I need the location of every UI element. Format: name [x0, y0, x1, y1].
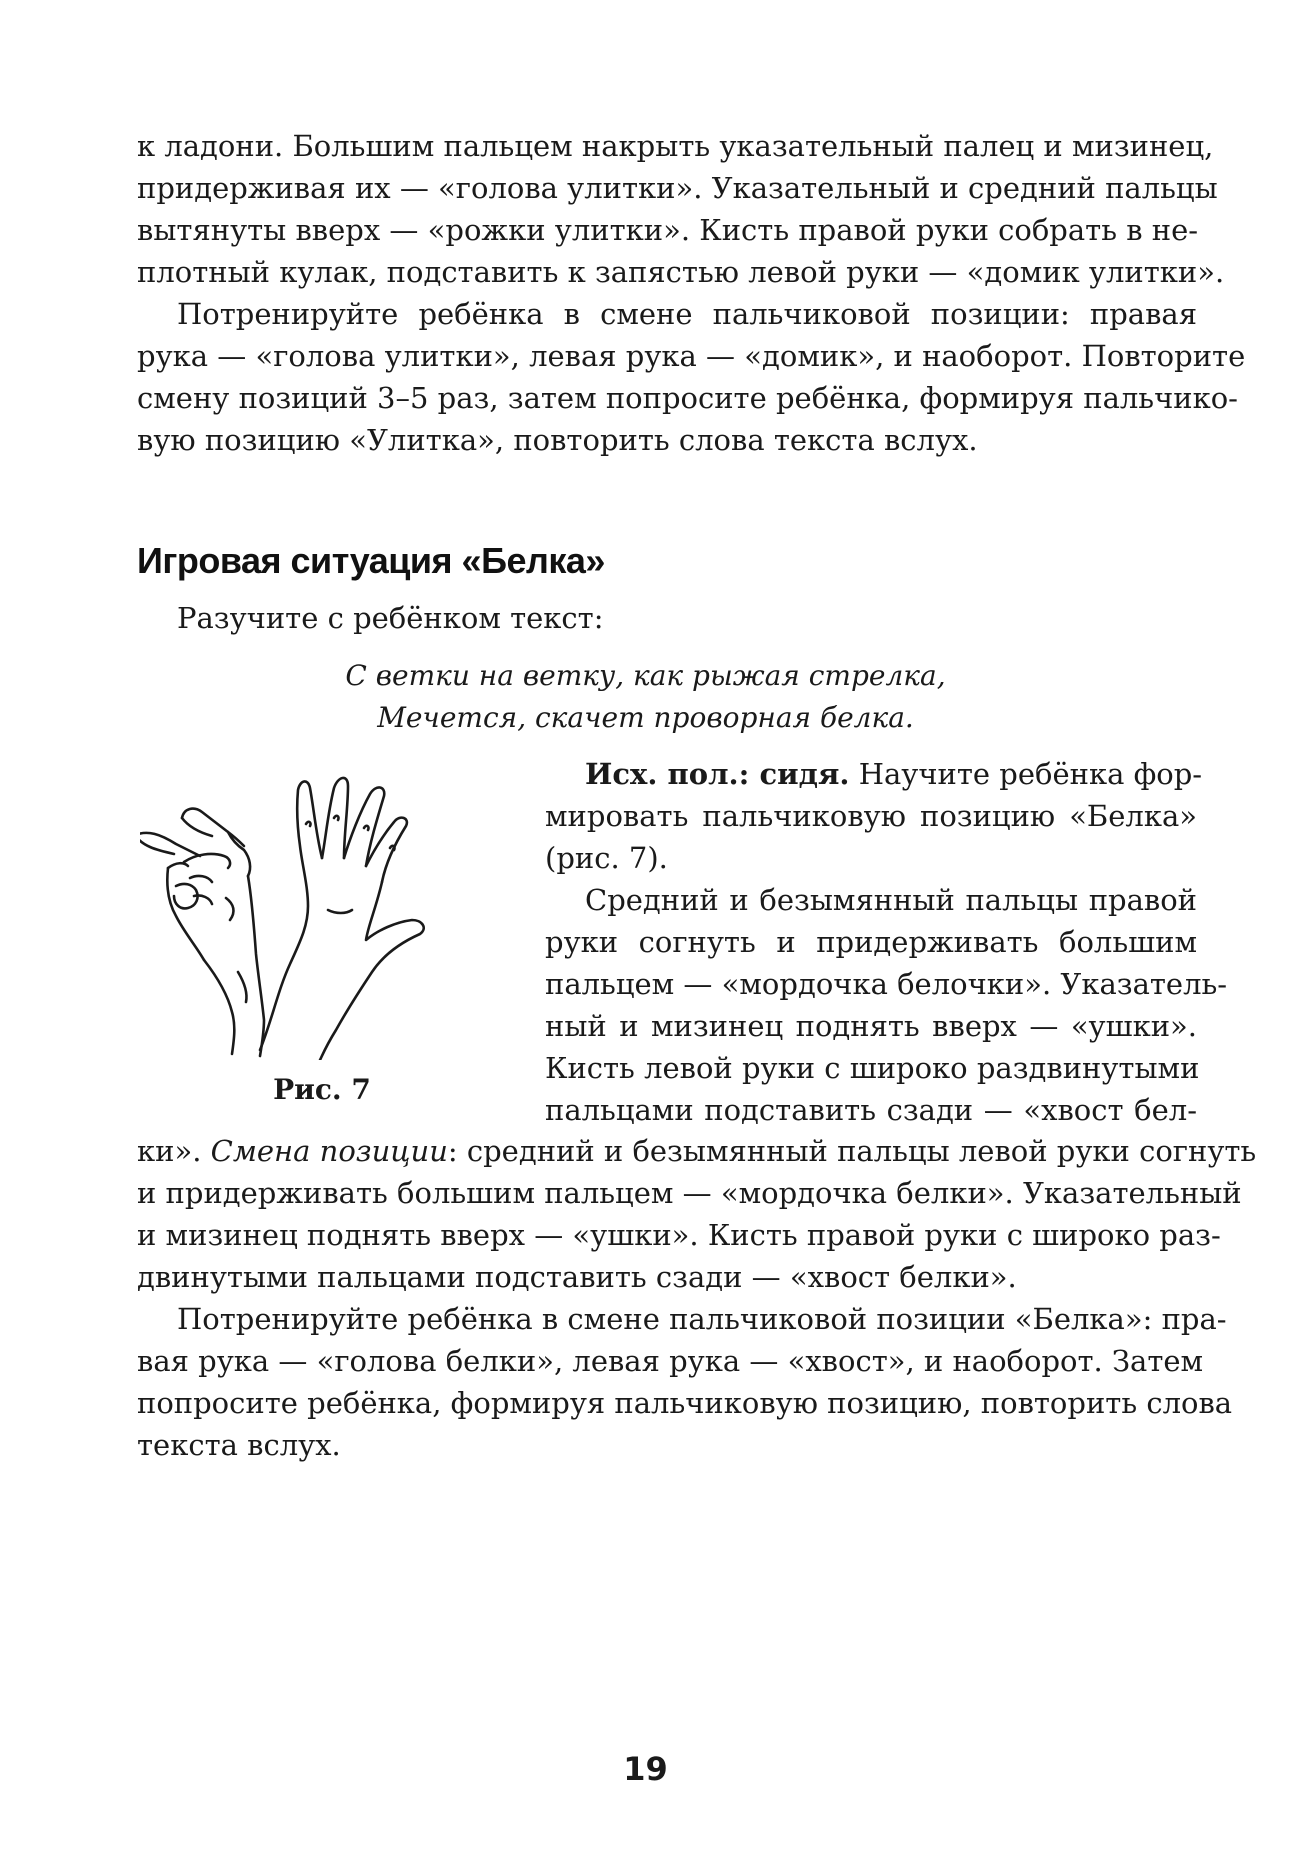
text-line: текста вслух. — [137, 1428, 341, 1462]
text-line: плотный кулак, подставить к запястью левой руки — «домик улитки». — [137, 255, 1225, 289]
text-line: пальцами подставить сзади — «хвост бел- — [545, 1093, 1197, 1127]
text-line: смену позиций 3–5 раз, затем попросите ребёнка, формируя пальчико- — [137, 381, 1238, 415]
text-line: Потренируйте ребёнка в смене пальчиковой позиции: правая — [177, 297, 1197, 331]
text-line — [137, 1130, 1257, 1172]
poem-line: С ветки на ветку, как рыжая стрелка, — [345, 659, 946, 692]
text-line: ный и мизинец поднять вверх — «ушки». — [545, 1009, 1197, 1043]
text-line: и мизинец поднять вверх — «ушки». Кисть правой руки с широко раз- — [137, 1218, 1221, 1252]
hands-illustration — [140, 750, 510, 1060]
text-fragment: ки». — [137, 1134, 211, 1168]
text-line: мировать пальчиковую позицию «Белка» — [545, 799, 1197, 833]
paragraph-continued — [137, 125, 1225, 293]
intro-line — [137, 597, 1197, 639]
initial-position-label: Исх. пол.: сидя. — [585, 757, 850, 791]
text-line: попросите ребёнка, формируя пальчиковую позицию, повторить слова — [137, 1386, 1233, 1420]
text-line: и придерживать большим пальцем — «мордочка белки». Указательный — [137, 1176, 1242, 1210]
text-line: (рис. 7). — [545, 841, 668, 875]
page-number: 19 — [623, 1750, 668, 1788]
text-line: двинутыми пальцами подставить сзади — «хвост белки». — [137, 1260, 1017, 1294]
text-line: Потренируйте ребёнка в смене пальчиковой позиции «Белка»: пра- — [177, 1302, 1227, 1336]
text-fragment: : средний и безымянный пальцы левой руки согнуть — [447, 1134, 1257, 1168]
position-change-label: Смена позиции — [210, 1134, 448, 1168]
poem-line: Мечется, скачет проворная белка. — [377, 701, 914, 734]
paragraph-training-squirrel — [137, 1298, 1233, 1466]
poem — [0, 655, 1291, 739]
figure-caption: Рис. 7 — [273, 1073, 371, 1106]
text-line: к ладони. Большим пальцем накрыть указательный палец и мизинец, — [137, 129, 1214, 163]
paragraph-training-snail — [137, 293, 1246, 461]
text-line: вая рука — «голова белки», левая рука — «хвост», и наоборот. Затем — [137, 1344, 1204, 1378]
text-line: вытянуты вверх — «рожки улитки». Кисть правой руки собрать в не- — [137, 213, 1199, 247]
text-line: придерживая их — «голова улитки». Указательный и средний пальцы — [137, 171, 1218, 205]
text-line — [545, 753, 1203, 795]
text-line: рука — «голова улитки», левая рука — «домик», и наоборот. Повторите — [137, 339, 1246, 373]
text-line: Разучите с ребёнком текст: — [177, 601, 604, 635]
text-line: руки согнуть и придерживать большим — [545, 925, 1197, 959]
text-line: Средний и безымянный пальцы правой — [585, 883, 1197, 917]
text-line: пальцем — «мордочка белочки». Указатель- — [545, 967, 1228, 1001]
left-hand-drawing — [140, 809, 264, 1056]
right-hand-drawing — [260, 778, 424, 1060]
text-fragment: Научите ребёнка фор- — [849, 757, 1203, 791]
paragraph-squirrel-position — [545, 753, 1228, 1131]
paragraph-position-change — [137, 1130, 1257, 1298]
text-line: вую позицию «Улитка», повторить слова текста вслух. — [137, 423, 978, 457]
section-heading: Игровая ситуация «Белка» — [137, 540, 605, 581]
text-line: Кисть левой руки с широко раздвинутыми — [545, 1051, 1200, 1085]
